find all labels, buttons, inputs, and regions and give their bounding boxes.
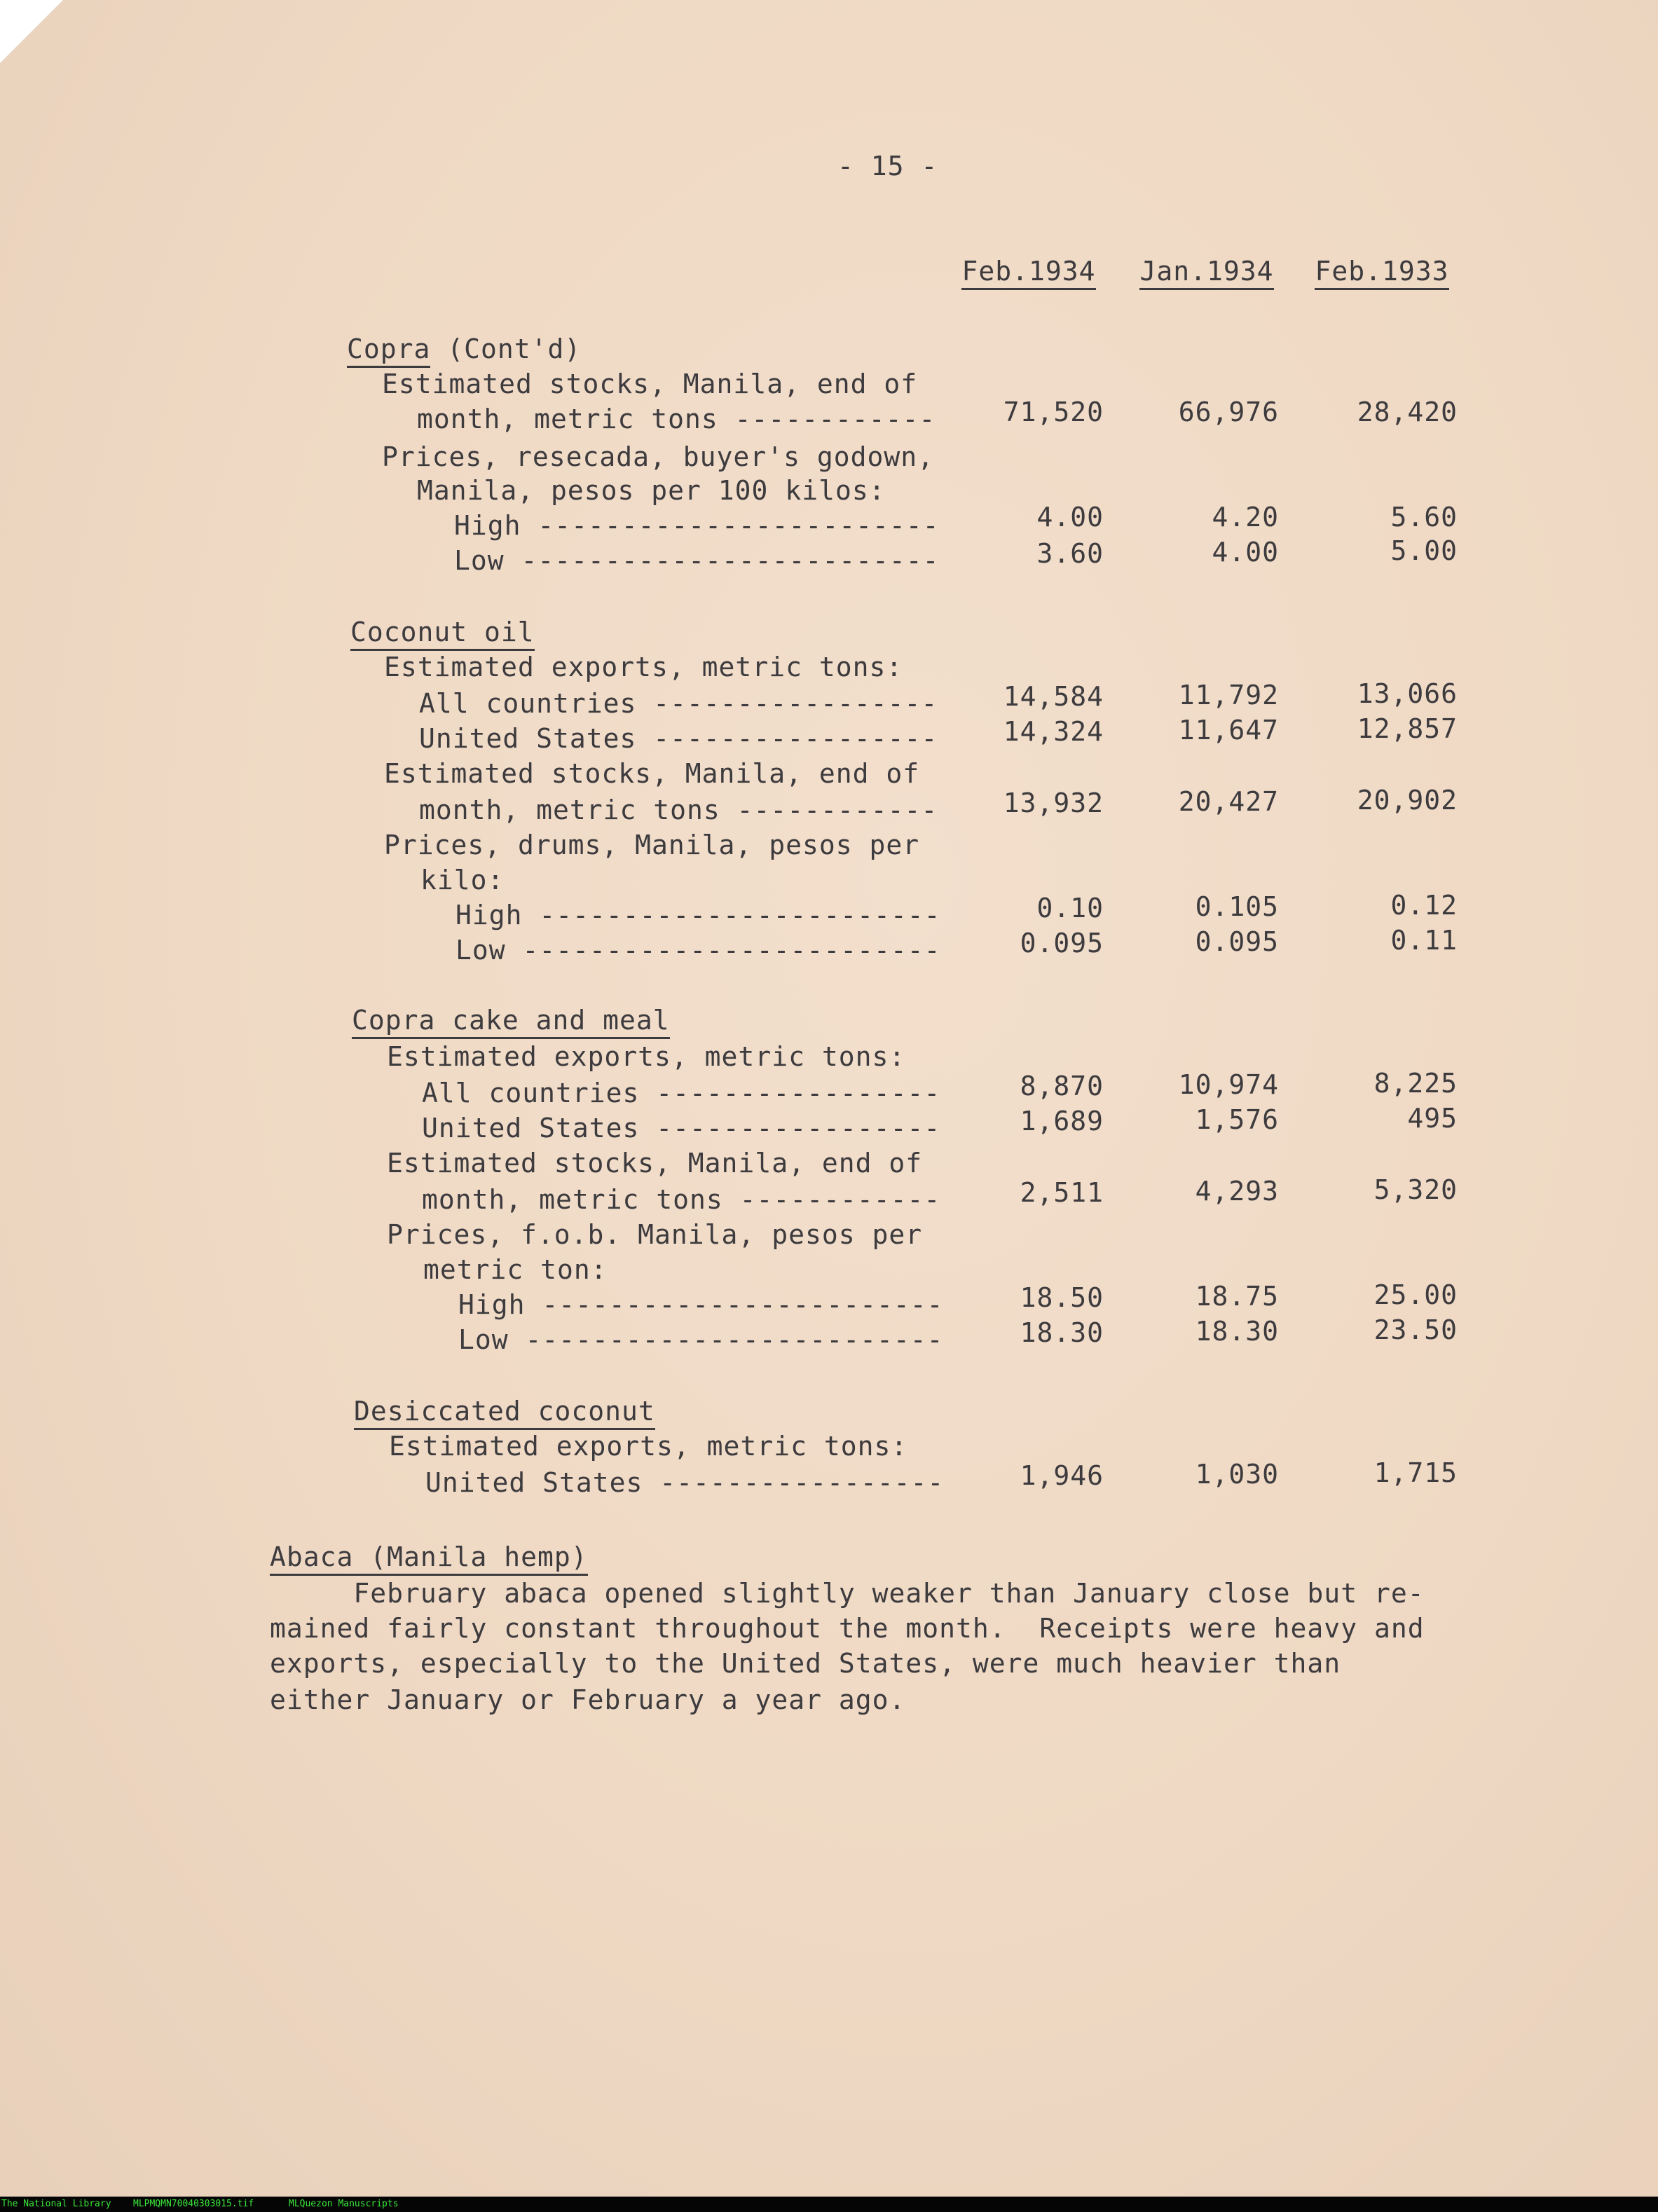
coconut-oil-low-jan1934: 0.095 [1195,926,1279,957]
copra-stocks-label-2: month, metric tons ------------ [417,404,936,434]
coconut-oil-high-jan1934: 0.105 [1195,891,1279,922]
copra-cake-low-feb1933: 23.50 [1373,1314,1458,1345]
abaca-heading: Abaca (Manila hemp) [270,1541,588,1572]
copra-stocks-jan1934: 66,976 [1178,397,1279,427]
copra-cake-us-label: United States ----------------- [422,1113,941,1143]
page-number: - 15 - [837,151,938,181]
copra-cake-high-feb1934: 18.50 [1020,1282,1104,1313]
column-header-feb-1933: Feb.1933 [1305,256,1459,287]
copra-cake-low-label: Low ------------------------- [458,1324,944,1355]
desiccated-us-feb1933: 1,715 [1373,1457,1458,1488]
coconut-oil-us-feb1934: 14,324 [1003,716,1104,747]
coconut-oil-all-feb1934: 14,584 [1003,681,1104,712]
desiccated-us-feb1934: 1,946 [1020,1460,1104,1491]
coconut-oil-all-jan1934: 11,792 [1178,680,1279,710]
desiccated-us-jan1934: 1,030 [1195,1459,1279,1490]
copra-heading: Copra (Cont'd) [347,334,581,364]
folded-corner [0,0,63,63]
copra-cake-us-jan1934: 1,576 [1195,1104,1279,1135]
coconut-oil-exports-label: Estimated exports, metric tons: [384,652,903,682]
copra-cake-stocks-label-2: month, metric tons ------------ [422,1184,941,1215]
copra-cake-prices-label-2: metric ton: [423,1254,608,1285]
copra-cake-stocks-feb1933: 5,320 [1373,1174,1458,1205]
copra-cake-all-feb1933: 8,225 [1373,1068,1458,1099]
copra-stocks-feb1934: 71,520 [1003,397,1104,427]
copra-cake-us-feb1934: 1,689 [1020,1106,1104,1136]
copra-prices-label-2: Manila, pesos per 100 kilos: [417,475,886,506]
copra-cake-stocks-feb1934: 2,511 [1020,1177,1104,1208]
scan-footer-bar [0,2197,1658,2212]
coconut-oil-stocks-label-1: Estimated stocks, Manila, end of [384,758,920,789]
copra-cake-us-feb1933: 495 [1407,1103,1458,1134]
abaca-paragraph-line-4: either January or February a year ago. [270,1684,906,1715]
desiccated-heading: Desiccated coconut [354,1396,655,1427]
coconut-oil-stocks-label-2: month, metric tons ------------ [419,795,938,825]
copra-cake-prices-label-1: Prices, f.o.b. Manila, pesos per [387,1219,923,1250]
copra-low-jan1934: 4.00 [1212,537,1279,568]
coconut-oil-stocks-feb1933: 20,902 [1357,785,1458,816]
copra-low-label: Low ------------------------- [454,545,940,576]
copra-cake-stocks-label-1: Estimated stocks, Manila, end of [387,1148,923,1179]
coconut-oil-us-jan1934: 11,647 [1178,715,1279,746]
coconut-oil-low-feb1934: 0.095 [1020,928,1104,959]
copra-stocks-feb1933: 28,420 [1357,397,1458,427]
coconut-oil-us-feb1933: 12,857 [1357,713,1458,744]
coconut-oil-high-label: High ------------------------ [455,900,941,930]
column-header-jan-1934: Jan.1934 [1130,256,1284,287]
coconut-oil-stocks-feb1934: 13,932 [1003,788,1104,818]
copra-low-feb1933: 5.00 [1390,535,1458,566]
copra-cake-all-label: All countries ----------------- [422,1078,941,1108]
copra-cake-stocks-jan1934: 4,293 [1195,1176,1279,1207]
copra-high-label: High ------------------------ [454,510,940,541]
abaca-paragraph-line-3: exports, especially to the United States, were much heavier than [270,1648,1341,1679]
copra-cake-high-jan1934: 18.75 [1195,1281,1279,1312]
coconut-oil-prices-label-1: Prices, drums, Manila, pesos per [384,830,920,860]
coconut-oil-high-feb1933: 0.12 [1390,890,1458,921]
column-header-feb-1934: Feb.1934 [952,256,1106,287]
coconut-oil-all-feb1933: 13,066 [1357,678,1458,709]
copra-cake-all-feb1934: 8,870 [1020,1071,1104,1101]
copra-cake-low-feb1934: 18.30 [1020,1317,1104,1348]
copra-high-jan1934: 4.20 [1212,502,1279,533]
desiccated-exports-label: Estimated exports, metric tons: [389,1431,908,1462]
footer-filename: MLPMQMN70040303015.tif [133,2199,254,2209]
coconut-oil-all-label: All countries ----------------- [419,688,938,719]
copra-cake-high-label: High ------------------------ [458,1289,944,1320]
copra-cake-high-feb1933: 25.00 [1373,1279,1458,1310]
copra-low-feb1934: 3.60 [1036,538,1104,569]
copra-high-feb1934: 4.00 [1036,502,1104,533]
copra-cake-all-jan1934: 10,974 [1178,1069,1279,1100]
coconut-oil-us-label: United States ----------------- [419,723,938,754]
coconut-oil-low-feb1933: 0.11 [1390,925,1458,956]
copra-high-feb1933: 5.60 [1390,502,1458,533]
coconut-oil-stocks-jan1934: 20,427 [1178,786,1279,817]
coconut-oil-heading: Coconut oil [350,617,535,647]
coconut-oil-high-feb1934: 0.10 [1036,893,1104,923]
coconut-oil-low-label: Low ------------------------- [455,935,941,966]
coconut-oil-prices-label-2: kilo: [420,865,505,895]
footer-collection: MLQuezon Manuscripts [289,2199,399,2209]
abaca-paragraph-line-2: mained fairly constant throughout the month. Receipts were heavy and [270,1613,1425,1644]
footer-library: The National Library [1,2199,111,2209]
copra-cake-low-jan1934: 18.30 [1195,1316,1279,1347]
copra-stocks-label-1: Estimated stocks, Manila, end of [382,369,918,399]
copra-cake-exports-label: Estimated exports, metric tons: [387,1041,906,1072]
copra-prices-label-1: Prices, resecada, buyer's godown, [382,441,934,472]
desiccated-us-label: United States ----------------- [425,1467,945,1498]
abaca-paragraph-line-1: February abaca opened slightly weaker than January close but re- [270,1578,1425,1609]
copra-cake-heading: Copra cake and meal [352,1005,670,1036]
